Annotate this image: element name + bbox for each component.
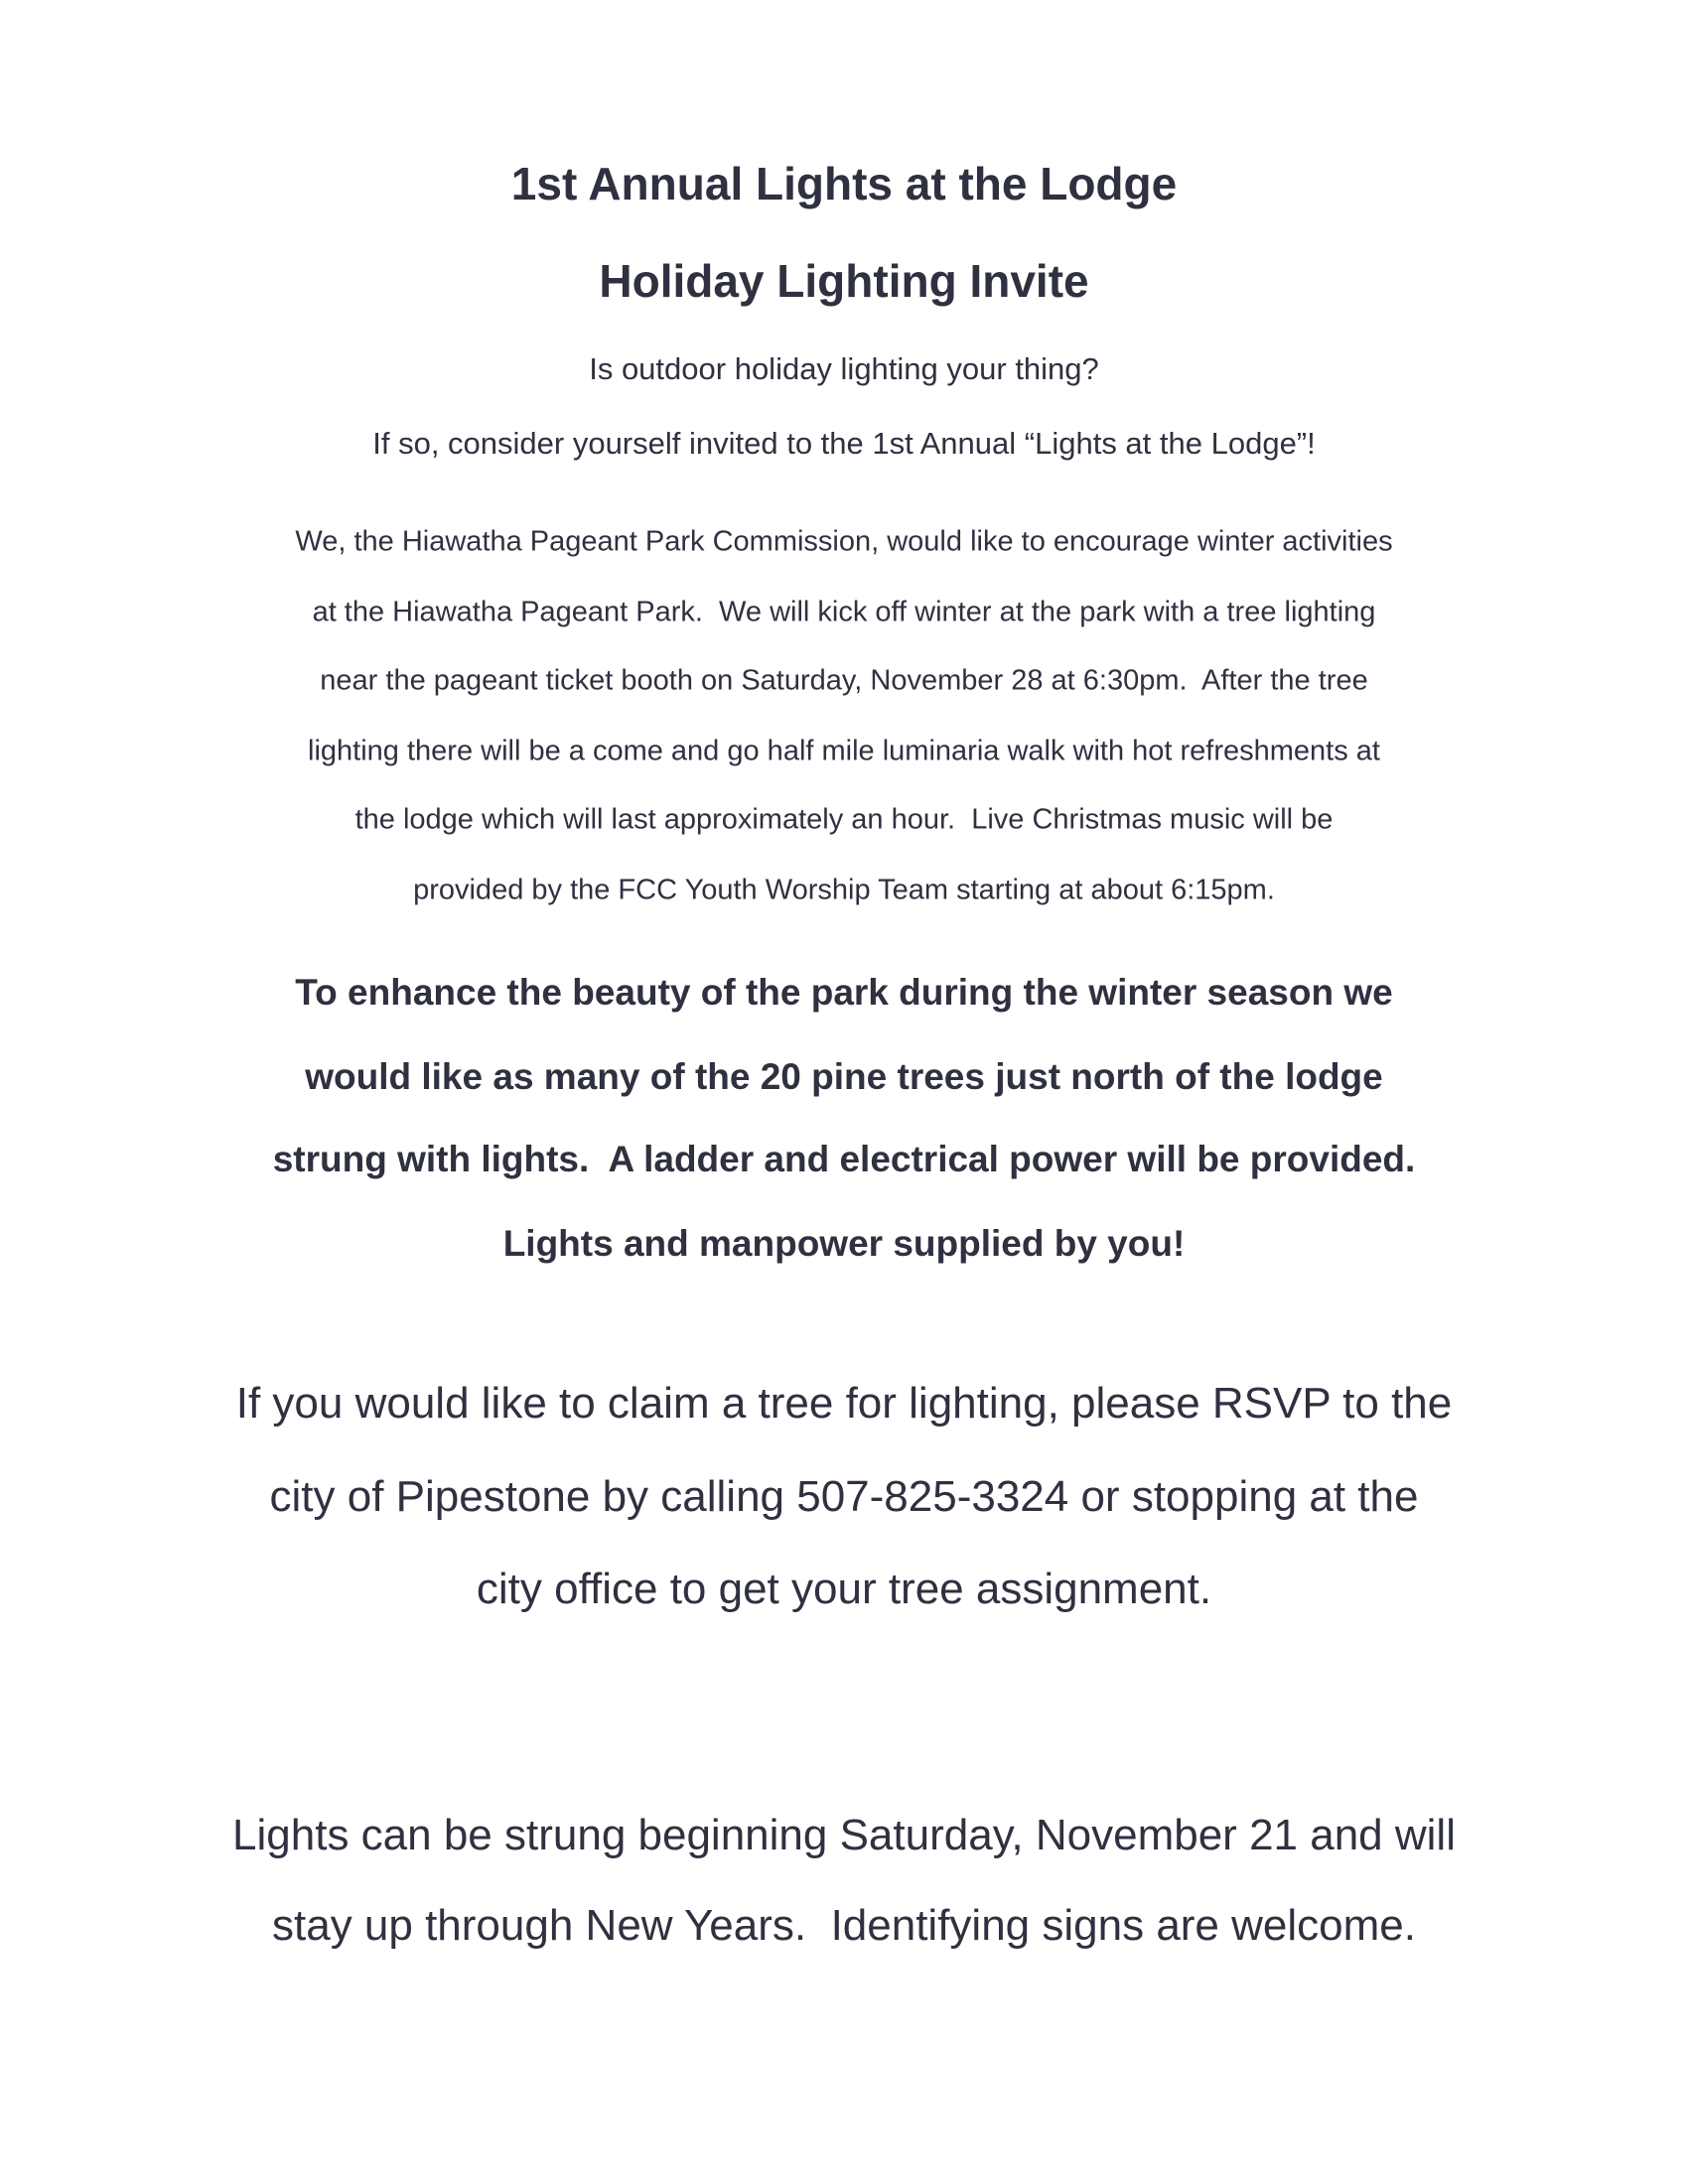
body-line: provided by the FCC Youth Worship Team starting at about 6:15pm. xyxy=(413,874,1275,906)
bold-line: would like as many of the 20 pine trees just north of the lodge xyxy=(305,1056,1383,1097)
body-line: the lodge which will last approximately an hour. Live Christmas music will be xyxy=(354,803,1334,836)
rsvp-line: If you would like to claim a tree for lighting, please RSVP to the xyxy=(235,1379,1453,1428)
rsvp-line: city of Pipestone by calling 507-825-3324 or stopping at the xyxy=(269,1472,1419,1521)
closing-line: stay up through New Years. Identifying signs are welcome. xyxy=(272,1901,1416,1950)
bold-line: strung with lights. A ladder and electrical power will be provided. xyxy=(272,1139,1416,1179)
body-line: lighting there will be a come and go half mile luminaria walk with hot refreshments at xyxy=(308,735,1380,767)
body-line: We, the Hiawatha Pageant Park Commission, would like to encourage winter activities xyxy=(295,525,1393,558)
bold-line: Lights and manpower supplied by you! xyxy=(502,1223,1186,1264)
body-line: near the pageant ticket booth on Saturday, November 28 at 6:30pm. After the tree xyxy=(320,664,1368,697)
title-line-2: Holiday Lighting Invite xyxy=(599,255,1089,307)
bold-line: To enhance the beauty of the park during the winter season we xyxy=(295,972,1393,1013)
closing-line: Lights can be strung beginning Saturday, November 21 and will xyxy=(232,1811,1456,1859)
title-line-1: 1st Annual Lights at the Lodge xyxy=(510,158,1178,209)
intro-line: Is outdoor holiday lighting your thing? xyxy=(589,351,1099,386)
intro-line: If so, consider yourself invited to the 1st Annual “Lights at the Lodge”! xyxy=(372,426,1316,461)
rsvp-line: city office to get your tree assignment. xyxy=(476,1565,1212,1613)
body-line: at the Hiawatha Pageant Park. We will kick off winter at the park with a tree lighting xyxy=(312,596,1376,628)
